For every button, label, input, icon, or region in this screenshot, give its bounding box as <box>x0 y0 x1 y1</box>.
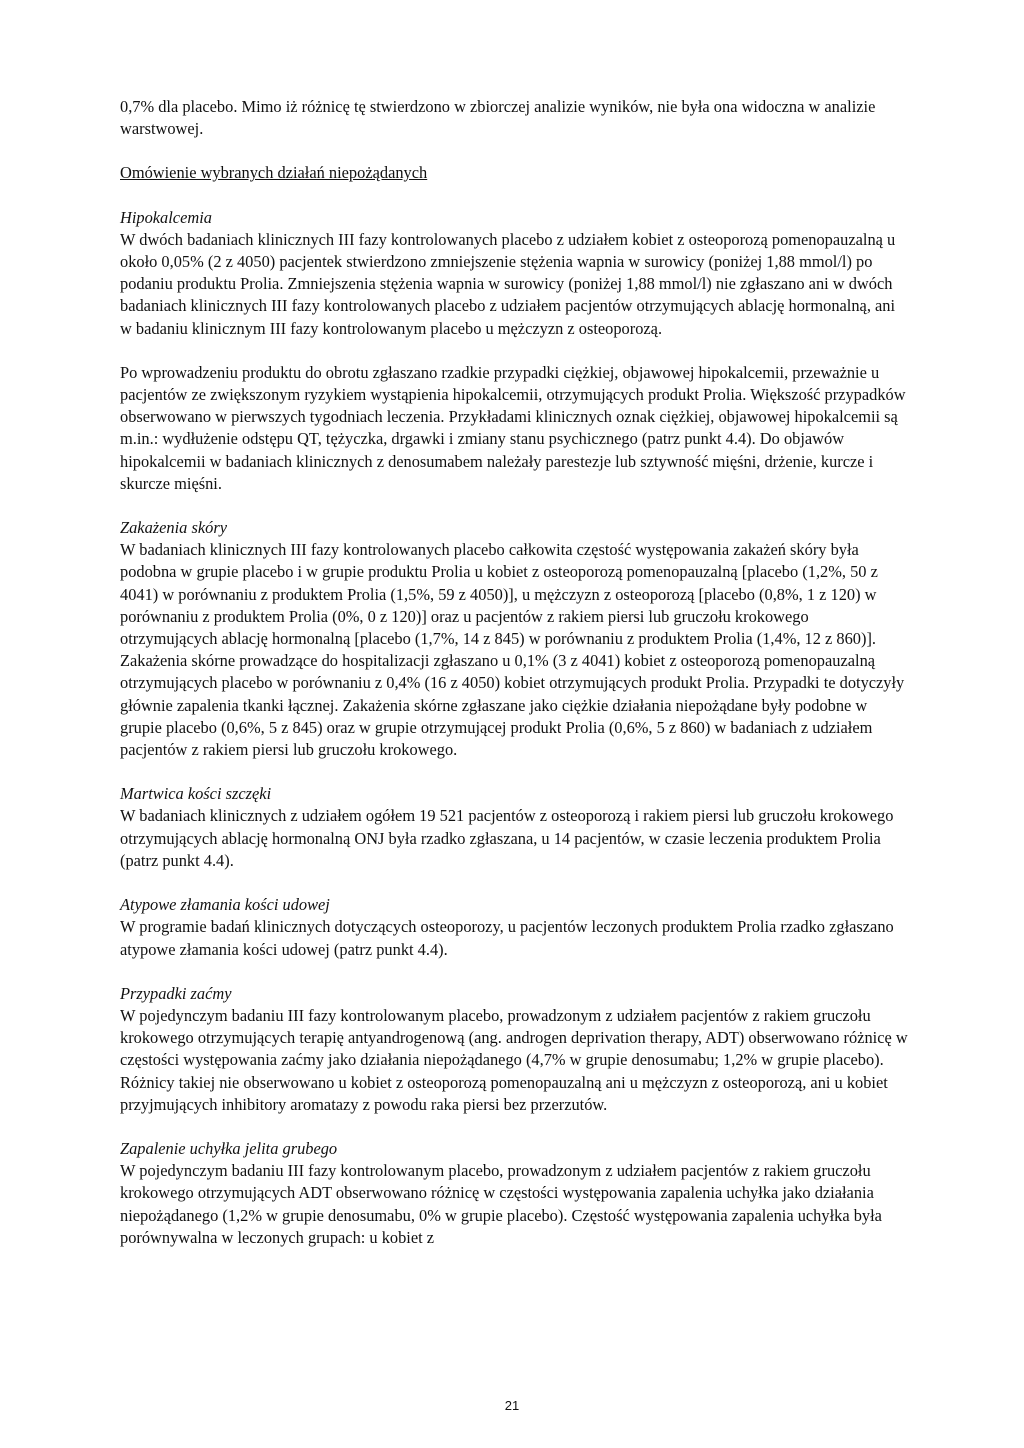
hypocalcemia-title: Hipokalcemia <box>120 207 212 227</box>
page-number: 21 <box>504 1398 520 1413</box>
cataract-title: Przypadki zaćmy <box>120 983 232 1003</box>
femur-fracture-paragraph: W programie badań klinicznych dotyczących osteoporozy, u pacjentów leczonych produktem Prolia rzadko zgłaszano atypowe złamania kości udowej (patrz punkt 4.4). <box>120 917 894 959</box>
onj-title: Martwica kości szczęki <box>120 784 272 804</box>
diverticulitis-paragraph: W pojedynczym badaniu III fazy kontrolowanym placebo, prowadzonym z udziałem pacjentów z rakiem gruczołu krokowego otrzymujących ADT obserwowano różnicę w częstości występowania zapalenia uchyłka jako działania niepożądanego (1,2% w grupie denosumabu, 0% w grupie placebo). Częstość występowania zapalenia uchyłka była porównywalna w leczonych grupach: u kobiet z <box>120 1161 882 1247</box>
intro-paragraph: 0,7% dla placebo. Mimo iż różnicę tę stwierdzono w zbiorczej analizie wyników, nie była ona widoczna w analizie warstwowej. <box>120 97 876 139</box>
hypocalcemia-paragraph-1: W dwóch badaniach klinicznych III fazy kontrolowanych placebo z udziałem kobiet z osteoporozą pomenopauzalną u około 0,05% (2 z 4050) pacjentek stwierdzono zmniejszenie stężenia wapnia w surowicy (poniżej 1,88 mmol/l) po podaniu produktu Prolia. Zmniejszenia stężenia wapnia w surowicy (poniżej 1,88 mmol/l) nie zgłaszano ani w dwóch badaniach klinicznych III fazy kontrolowanych placebo z udziałem pacjentów otrzymujących ablację hormonalną, ani w badaniu klinicznym III fazy kontrolowanym placebo u mężczyzn z osteoporozą. <box>120 229 896 338</box>
section-heading: Omówienie wybranych działań niepożądanych <box>120 163 428 183</box>
onj-paragraph: W badaniach klinicznych z udziałem ogółem 19 521 pacjentów z osteoporozą i rakiem piersi lub gruczołu krokowego otrzymujących ablację hormonalną ONJ była rzadko zgłaszana, u 14 pacjentów, w czasie leczenia produktem Prolia (patrz punkt 4.4). <box>120 806 894 870</box>
hypocalcemia-paragraph-2: Po wprowadzeniu produktu do obrotu zgłaszano rzadkie przypadki ciężkiej, objawowej hipokalcemii, przeważnie u pacjentów ze zwiększonym ryzykiem wystąpienia hipokalcemii, otrzymujących produkt Prolia. Większość przypadków obserwowano w pierwszych tygodniach leczenia. Przykładami klinicznych oznak ciężkiej, objawowej hipokalcemii są m.in.: wydłużenie odstępu QT, tężyczka, drgawki i zmiany stanu psychicznego (patrz punkt 4.4). Do objawów hipokalcemii w badaniach klinicznych z denosumabem należały parestezje lub sztywność mięśni, drżenie, kurcze i skurcze mięśni. <box>120 362 906 493</box>
diverticulitis-title: Zapalenie uchyłka jelita grubego <box>120 1138 338 1158</box>
document-body <box>120 96 910 1249</box>
skin-infections-paragraph: W badaniach klinicznych III fazy kontrolowanych placebo całkowita częstość występowania zakażeń skóry była podobna w grupie placebo i w grupie produktu Prolia u kobiet z osteoporozą pomenopauzalną [placebo (1,2%, 50 z 4041) w porównaniu z produktem Prolia (1,5%, 59 z 4050)], u mężczyzn z osteoporozą [placebo (0,8%, 1 z 120) w porównaniu z produktem Prolia (0%, 0 z 120)] oraz u pacjentów z rakiem piersi lub gruczołu krokowego otrzymujących ablację hormonalną [placebo (1,7%, 14 z 845) w porównaniu z produktem Prolia (1,4%, 12 z 860)]. Zakażenia skórne prowadzące do hospitalizacji zgłaszano u 0,1% (3 z 4041) kobiet z osteoporozą pomenopauzalną otrzymujących placebo w porównaniu z 0,4% (16 z 4050) kobiet otrzymujących produkt Prolia. Przypadki te dotyczyły głównie zapalenia tkanki łącznej. Zakażenia skórne zgłaszane jako ciężkie działania niepożądane były podobne w grupie placebo (0,6%, 5 z 845) oraz w grupie otrzymującej produkt Prolia (0,6%, 5 z 860) w badaniach z udziałem pacjentów z rakiem piersi lub gruczołu krokowego. <box>120 540 905 760</box>
skin-infections-title: Zakażenia skóry <box>120 518 227 538</box>
cataract-paragraph: W pojedynczym badaniu III fazy kontrolowanym placebo, prowadzonym z udziałem pacjentów z rakiem gruczołu krokowego otrzymujących terapię antyandrogenową (ang. androgen deprivation therapy, ADT) obserwowano różnicę w częstości występowania zaćmy jako działania niepożądanego (4,7% w grupie denosumabu; 1,2% w grupie placebo). Różnicy takiej nie obserwowano u kobiet z osteoporozą pomenopauzalną ani u mężczyzn z osteoporozą, ani u kobiet przyjmujących inhibitory aromatazy z powodu raka piersi bez przerzutów. <box>120 1005 908 1114</box>
femur-fracture-title: Atypowe złamania kości udowej <box>120 895 330 915</box>
